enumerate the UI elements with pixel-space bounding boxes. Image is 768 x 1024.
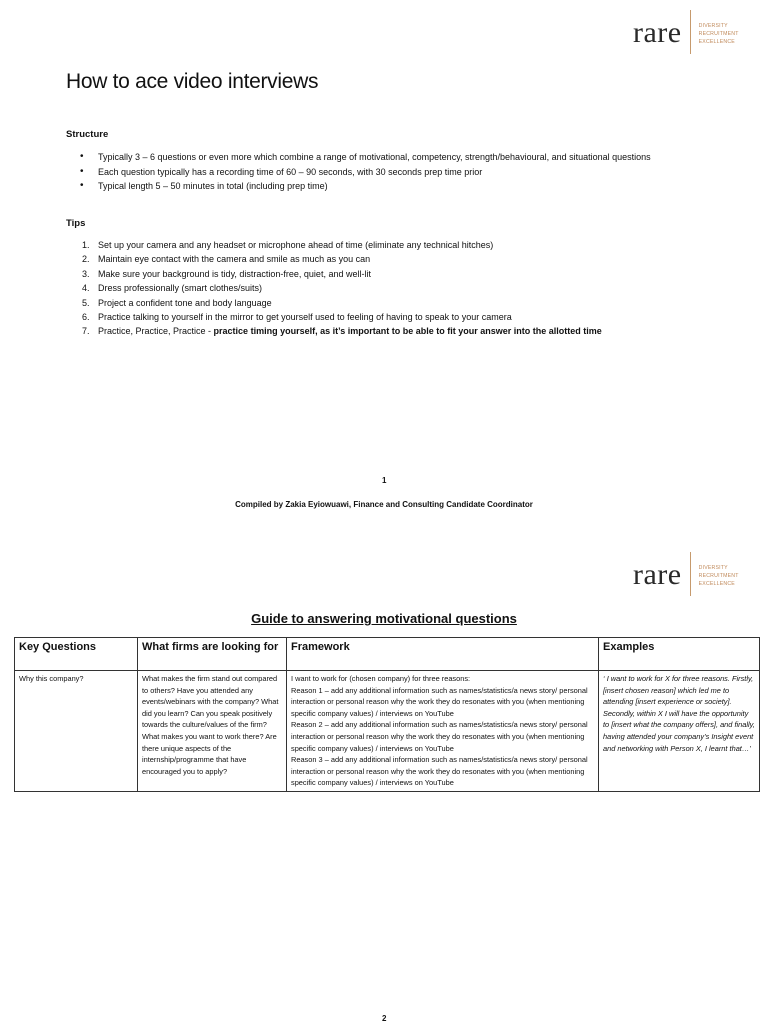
rare-logo	[633, 552, 739, 596]
logo-tagline-line: RECRUITMENT	[698, 573, 739, 579]
list-item	[66, 238, 716, 252]
list-item-bold-text: practice timing yourself, as it’s important to be able to fit your answer into the allotted time	[213, 326, 602, 337]
logo-tagline-line: EXCELLENCE	[698, 39, 735, 45]
framework-line: Reason 1 – add any additional information such as names/statistics/a news story/ personal interaction or personal reason why the work they do resonates with you (when mentioning specific company values) / interviews on YouTube	[291, 685, 588, 718]
framework-cell	[287, 671, 599, 792]
page-title: How to ace video interviews	[66, 70, 319, 93]
list-item	[66, 310, 716, 324]
list-item	[66, 296, 716, 310]
section-title: Guide to answering motivational questions	[251, 611, 517, 626]
list-item-text: Each question typically has a recording time of 60 – 90 seconds, with 30 seconds prep time prior	[98, 166, 483, 177]
list-number: 2.	[82, 254, 90, 265]
list-item	[66, 150, 706, 165]
list-item-text: Practice talking to yourself in the mirror to get yourself used to feeling of having to speak to your camera	[98, 312, 512, 323]
list-number: 4.	[82, 283, 90, 294]
list-item	[66, 252, 716, 266]
table-row	[15, 671, 760, 792]
list-item	[66, 281, 716, 295]
framework-line: Reason 2 – add any additional information such as names/statistics/a news story/ personal interaction or personal reason why the work they do resonates with you (when mentioning specific company values) / interviews on YouTube	[291, 720, 588, 753]
list-item	[66, 267, 716, 281]
logo-divider	[690, 10, 691, 54]
list-item-text: Typically 3 – 6 questions or even more which combine a range of motivational, competency, strength/behavioural, and situational questions	[98, 152, 651, 162]
key-question-cell: Why this company?	[15, 671, 138, 792]
list-item-text: Maintain eye contact with the camera and smile as much as you can	[98, 254, 371, 265]
page-number: 2	[382, 1014, 387, 1023]
example-cell: ‘ I want to work for X for three reasons. Firstly, [insert chosen reason] which led me to attending [insert experience or society]. Secondly, within X I will have the opportunity to [insert what the company offers], and finally, having attended your company’s Insight event and networking with Person X, I learnt that…’	[599, 671, 760, 792]
logo-divider	[690, 552, 691, 596]
logo-tagline-line: RECRUITMENT	[698, 31, 739, 37]
table-header-row	[15, 638, 760, 671]
list-item-text: Project a confident tone and body language	[98, 297, 272, 308]
bullet-icon: •	[80, 180, 84, 191]
list-number: 5.	[82, 297, 90, 308]
logo-tagline	[699, 10, 739, 46]
structure-heading: Structure	[66, 129, 109, 140]
tips-heading: Tips	[66, 218, 86, 229]
bullet-icon: •	[80, 165, 84, 177]
column-header: Key Questions	[15, 638, 138, 671]
list-number: 3.	[82, 268, 90, 279]
framework-line: I want to work for (chosen company) for three reasons:	[291, 674, 471, 683]
list-number: 7.	[82, 326, 90, 337]
rare-logo	[633, 10, 739, 54]
logo-wordmark: rare	[633, 16, 682, 49]
page-number: 1	[382, 476, 387, 485]
structure-list	[66, 150, 706, 194]
list-item-text: Typical length 5 – 50 minutes in total (including prep time)	[98, 181, 328, 191]
column-header: Framework	[287, 638, 599, 671]
list-item-text: Practice, Practice, Practice -	[98, 326, 214, 337]
list-item-text: Dress professionally (smart clothes/suits)	[98, 283, 263, 294]
column-header: Examples	[599, 638, 760, 671]
list-item	[66, 179, 706, 194]
list-item-text: Make sure your background is tidy, distraction-free, quiet, and well-lit	[98, 268, 371, 279]
logo-tagline-line: DIVERSITY	[698, 565, 728, 571]
column-header: What firms are looking for	[138, 638, 287, 671]
logo-tagline	[699, 552, 739, 588]
list-number: 6.	[82, 312, 90, 323]
list-item	[66, 165, 706, 180]
list-item-text: Set up your camera and any headset or microphone ahead of time (eliminate any technical hitches)	[98, 240, 494, 250]
looking-for-cell: What makes the firm stand out compared to others? Have you attended any events/webinars with the company? What did you learn? Can you speak positively towards the culture/values of the firm? What makes you want to work there? Are there unique aspects of the internship/programme that have encouraged you to apply?	[138, 671, 287, 792]
list-item	[66, 324, 716, 338]
list-number: 1.	[82, 240, 90, 250]
logo-tagline-line: EXCELLENCE	[698, 581, 735, 587]
motivational-questions-table	[14, 637, 760, 792]
logo-tagline-line: DIVERSITY	[698, 23, 728, 29]
framework-line: Reason 3 – add any additional information such as names/statistics/a news story/ personal interaction or personal reason why the work they do resonates with you (when mentioning specific company values) / interviews on YouTube	[291, 755, 588, 788]
page-footer: Compiled by Zakia Eyiowuawi, Finance and Consulting Candidate Coordinator	[235, 500, 533, 509]
tips-list	[66, 238, 716, 339]
logo-wordmark: rare	[633, 558, 682, 591]
bullet-icon: •	[80, 151, 84, 162]
